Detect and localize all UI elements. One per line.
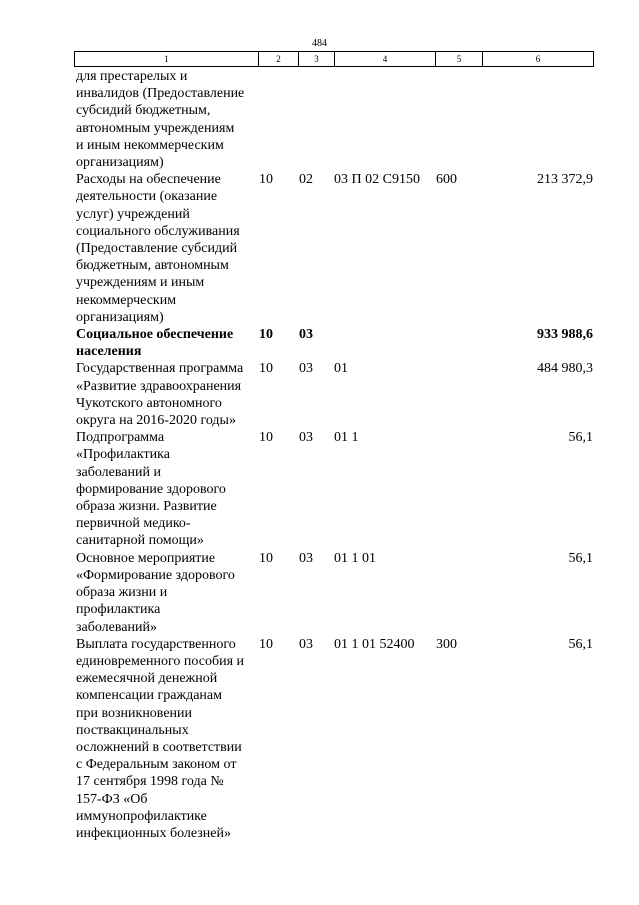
row-name bbox=[76, 636, 260, 842]
row-name-line: осложнений в соответствии bbox=[76, 739, 242, 755]
column-header-3: 3 bbox=[299, 52, 335, 67]
row-name-line: Подпрограмма bbox=[76, 430, 165, 446]
row-subsection: 03 bbox=[299, 636, 313, 652]
row-name bbox=[76, 360, 260, 429]
row-name-line: округа на 2016-2020 годы» bbox=[76, 413, 236, 429]
row-name-line: некоммерческим bbox=[76, 292, 177, 308]
row-amount: 56,1 bbox=[568, 430, 593, 446]
row-subsection: 03 bbox=[299, 550, 313, 566]
row-name-line: инфекционных болезней» bbox=[76, 825, 231, 841]
row-name-line: компенсации гражданам bbox=[76, 688, 222, 704]
row-subsection: 03 bbox=[299, 327, 313, 343]
row-target-article: 01 1 bbox=[334, 430, 359, 446]
row-name-line: образа жизни и bbox=[76, 585, 168, 601]
row-name-line: ежемесячной денежной bbox=[76, 671, 218, 687]
row-name-line: заболеваний и bbox=[76, 464, 161, 480]
row-target-article: 01 bbox=[334, 361, 348, 377]
row-name-line: образа жизни. Развитие bbox=[76, 499, 217, 515]
column-header-6: 6 bbox=[483, 52, 594, 67]
row-name-line: Основное мероприятие bbox=[76, 550, 216, 566]
column-header-row bbox=[75, 52, 594, 67]
row-section: 10 bbox=[259, 550, 273, 566]
row-name-line: санитарной помощи» bbox=[76, 533, 204, 549]
row-name bbox=[76, 550, 260, 636]
row-name-line: 17 сентября 1998 года № bbox=[76, 774, 224, 790]
row-name-line: организациям) bbox=[76, 309, 164, 325]
table-row bbox=[76, 636, 616, 842]
row-name-line: субсидий бюджетным, bbox=[76, 103, 211, 119]
row-amount: 56,1 bbox=[568, 550, 593, 566]
table-row bbox=[76, 360, 616, 429]
table-row bbox=[76, 550, 616, 636]
row-subsection: 03 bbox=[299, 430, 313, 446]
row-subsection: 02 bbox=[299, 172, 313, 188]
budget-table-body bbox=[76, 68, 616, 842]
row-name bbox=[76, 171, 260, 326]
row-amount: 484 980,3 bbox=[537, 361, 593, 377]
row-subsection: 03 bbox=[299, 361, 313, 377]
row-section: 10 bbox=[259, 172, 273, 188]
row-target-article: 01 1 01 bbox=[334, 550, 376, 566]
table-row bbox=[76, 68, 616, 171]
row-expense-type: 600 bbox=[436, 172, 457, 188]
row-name-line: поствакцинальных bbox=[76, 722, 189, 738]
row-section: 10 bbox=[259, 327, 273, 343]
row-section: 10 bbox=[259, 430, 273, 446]
column-header-1: 1 bbox=[75, 52, 259, 67]
table-row bbox=[76, 326, 616, 360]
row-name-line: организациям) bbox=[76, 155, 164, 171]
row-name-line: инвалидов (Предоставление bbox=[76, 86, 245, 102]
row-name-line: при возникновении bbox=[76, 705, 193, 721]
row-name-line: заболеваний» bbox=[76, 619, 157, 635]
row-name-line: деятельности (оказание bbox=[76, 189, 218, 205]
row-target-article: 01 1 01 52400 bbox=[334, 636, 415, 652]
row-name-line: первичной медико- bbox=[76, 516, 191, 532]
row-name-line: (Предоставление субсидий bbox=[76, 241, 238, 257]
row-name-line: «Развитие здравоохранения bbox=[76, 378, 242, 394]
row-name-line: «Профилактика bbox=[76, 447, 170, 463]
row-name-line: Социальное обеспечение bbox=[76, 327, 234, 343]
row-amount: 56,1 bbox=[568, 636, 593, 652]
table-row bbox=[76, 171, 616, 326]
row-name bbox=[76, 326, 260, 360]
column-header-2: 2 bbox=[259, 52, 299, 67]
row-name-line: автономным учреждениям bbox=[76, 120, 235, 136]
column-header-5: 5 bbox=[436, 52, 483, 67]
row-amount: 933 988,6 bbox=[537, 327, 593, 343]
row-name-line: населения bbox=[76, 344, 142, 360]
row-section: 10 bbox=[259, 361, 273, 377]
row-name-line: социального обслуживания bbox=[76, 223, 240, 239]
row-name-line: Чукотского автономного bbox=[76, 395, 222, 411]
row-name bbox=[76, 429, 260, 549]
row-name-line: с Федеральным законом от bbox=[76, 757, 237, 773]
row-name-line: «Формирование здорового bbox=[76, 567, 235, 583]
row-name-line: единовременного пособия и bbox=[76, 653, 245, 669]
row-name-line: Государственная программа bbox=[76, 361, 244, 377]
row-name-line: 157-ФЗ «Об bbox=[76, 791, 148, 807]
row-name-line: и иным некоммерческим bbox=[76, 137, 224, 153]
row-name-line: профилактика bbox=[76, 602, 161, 618]
row-name-line: Расходы на обеспечение bbox=[76, 172, 221, 188]
row-expense-type: 300 bbox=[436, 636, 457, 652]
row-name-line: Выплата государственного bbox=[76, 636, 236, 652]
table-row bbox=[76, 429, 616, 549]
row-name-line: иммунопрофилактике bbox=[76, 808, 207, 824]
row-name-line: учреждениям и иным bbox=[76, 275, 205, 291]
column-header-table bbox=[74, 51, 594, 67]
page-number: 484 bbox=[312, 38, 327, 49]
row-name-line: услуг) учреждений bbox=[76, 206, 190, 222]
row-target-article: 03 П 02 С9150 bbox=[334, 172, 420, 188]
row-section: 10 bbox=[259, 636, 273, 652]
row-name-line: бюджетным, автономным bbox=[76, 258, 229, 274]
row-amount: 213 372,9 bbox=[537, 172, 593, 188]
row-name bbox=[76, 68, 260, 171]
row-name-line: формирование здорового bbox=[76, 481, 226, 497]
column-header-4: 4 bbox=[335, 52, 436, 67]
row-name-line: для престарелых и bbox=[76, 69, 188, 84]
